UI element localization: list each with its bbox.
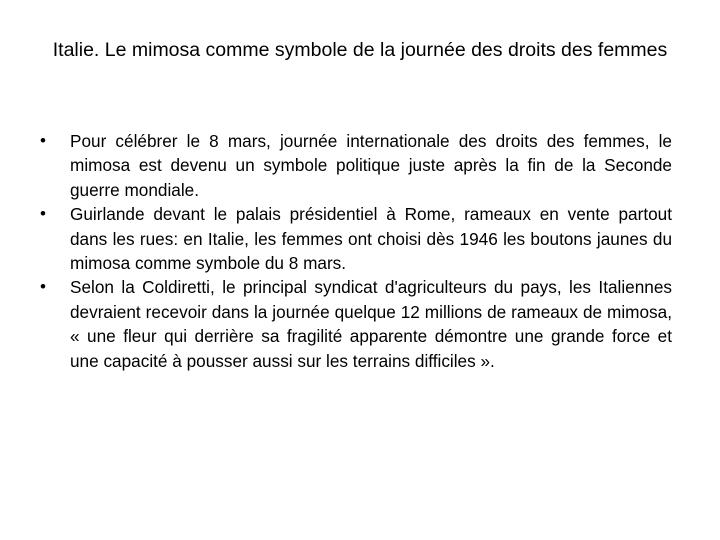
bullet-list	[36, 129, 672, 373]
bullet-item	[36, 275, 672, 373]
bullet-item	[36, 202, 672, 275]
slide-title: Italie. Le mimosa comme symbole de la journée des droits des femmes	[52, 39, 668, 61]
bullet-text: Guirlande devant le palais présidentiel à Rome, rameaux en vente partout dans les rues: en Italie, les femmes ont choisi dès 1946 les boutons jaunes du mimosa comme symbole du 8 mars.	[70, 204, 672, 274]
bullet-text: Selon la Coldiretti, le principal syndicat d'agriculteurs du pays, les Italiennes devraient recevoir dans la journée quelque 12 millions de rameaux de mimosa, « une fleur qui derrière sa fragilité apparente démontre une grande force et une capacité à pousser aussi sur les terrains difficiles ».	[70, 277, 672, 371]
bullet-item	[36, 129, 672, 202]
bullet-marker: •	[40, 204, 46, 224]
bullet-marker: •	[40, 277, 46, 297]
bullet-marker: •	[40, 131, 46, 150]
bullet-text: Pour célébrer le 8 mars, journée internationale des droits des femmes, le mimosa est devenu un symbole politique juste après la fin de la Seconde guerre mondiale.	[70, 131, 672, 200]
